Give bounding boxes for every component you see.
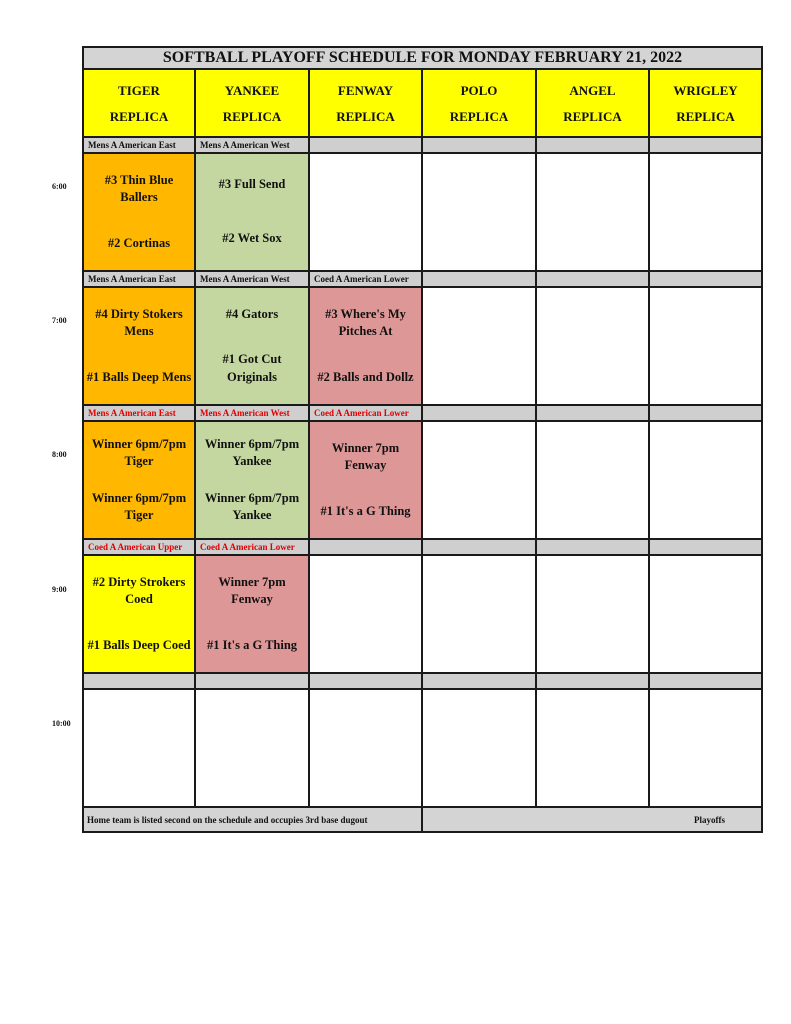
division-label: Mens A American West [196, 138, 310, 154]
time-label: 10:00 [52, 719, 71, 728]
game-cell [537, 422, 650, 540]
home-team: #2 Wet Sox [222, 231, 282, 246]
field-sub: REPLICA [222, 109, 282, 124]
game-cell [82, 556, 196, 674]
away-team: Winner 7pm Fenway [218, 574, 286, 607]
field-sub: REPLICA [336, 109, 395, 124]
time-label: 9:00 [52, 585, 67, 594]
division-label [423, 138, 537, 154]
field-header-fenway [310, 70, 423, 138]
game-cell [537, 690, 650, 808]
field-header-wrigley [650, 70, 763, 138]
game-cell [196, 690, 310, 808]
away-team: Winner 6pm/7pm Yankee [204, 436, 300, 468]
division-label [196, 674, 310, 690]
home-team: #1 Got Cut Originals [222, 352, 282, 384]
division-label: Mens A American East [82, 138, 196, 154]
game-cell [310, 556, 423, 674]
footer-label: Playoffs [423, 808, 763, 833]
division-label: Mens A American West [196, 406, 310, 422]
division-label [537, 406, 650, 422]
field-header-tiger [82, 70, 196, 138]
away-team: #4 Gators [225, 306, 279, 321]
game-cell [196, 154, 310, 272]
game-cell [196, 556, 310, 674]
division-label [310, 138, 423, 154]
time-label: 7:00 [52, 316, 67, 325]
home-team: Winner 6pm/7pm Yankee [204, 490, 300, 522]
game-cell [423, 422, 537, 540]
game-cell [310, 422, 423, 540]
division-label [650, 406, 763, 422]
field-name: ANGEL [569, 83, 616, 98]
away-team: #3 Full Send [218, 177, 286, 192]
division-label: Coed A American Lower [196, 540, 310, 556]
game-cell [650, 288, 763, 406]
division-label: Coed A American Lower [310, 406, 423, 422]
home-team: #1 It's a G Thing [206, 637, 298, 652]
time-label: 8:00 [52, 450, 67, 459]
division-label [82, 674, 196, 690]
away-team: Winner 7pm Fenway [331, 440, 400, 473]
home-team: Winner 6pm/7pm Tiger [91, 490, 187, 522]
game-cell [196, 288, 310, 406]
game-cell [423, 154, 537, 272]
game-cell [650, 154, 763, 272]
division-label: Mens A American East [82, 406, 196, 422]
game-cell [537, 556, 650, 674]
division-label: Mens A American East [82, 272, 196, 288]
field-name: TIGER [118, 83, 160, 98]
division-label [310, 674, 423, 690]
field-sub: REPLICA [563, 109, 622, 124]
away-team: #3 Thin Blue Ballers [104, 172, 174, 205]
field-sub: REPLICA [449, 109, 509, 124]
game-cell [423, 556, 537, 674]
game-cell [310, 690, 423, 808]
footer-note: Home team is listed second on the schedule and occupies 3rd base dugout [82, 808, 423, 833]
division-label [423, 406, 537, 422]
field-name: FENWAY [337, 83, 394, 98]
field-header-yankee [196, 70, 310, 138]
time-label: 6:00 [52, 182, 67, 191]
division-label [650, 138, 763, 154]
field-header-polo [423, 70, 537, 138]
field-sub: REPLICA [676, 109, 735, 124]
schedule-title: SOFTBALL PLAYOFF SCHEDULE FOR MONDAY FEBRUARY 21, 2022 [82, 46, 763, 70]
division-label [310, 540, 423, 556]
division-label: Coed A American Lower [310, 272, 423, 288]
home-team: #2 Cortinas [107, 235, 171, 250]
division-label [537, 540, 650, 556]
home-team: #2 Balls and Dollz [317, 369, 414, 384]
game-cell [82, 422, 196, 540]
game-cell [537, 288, 650, 406]
division-label [650, 272, 763, 288]
game-cell [196, 422, 310, 540]
game-cell [423, 288, 537, 406]
division-label [537, 138, 650, 154]
game-cell [650, 422, 763, 540]
home-team: #1 It's a G Thing [320, 503, 411, 518]
schedule-grid [82, 46, 763, 832]
field-header-angel [537, 70, 650, 138]
away-team: #3 Where's My Pitches At [325, 306, 406, 339]
field-sub: REPLICA [109, 109, 169, 124]
division-label [537, 272, 650, 288]
game-cell [82, 154, 196, 272]
away-team: #4 Dirty Stokers Mens [95, 306, 183, 339]
division-label [423, 540, 537, 556]
game-cell [82, 690, 196, 808]
field-name: YANKEE [224, 83, 280, 98]
home-team: #1 Balls Deep Coed [87, 637, 191, 652]
division-label: Mens A American West [196, 272, 310, 288]
field-name: POLO [460, 83, 498, 98]
game-cell [310, 288, 423, 406]
division-label [537, 674, 650, 690]
game-cell [650, 556, 763, 674]
game-cell [537, 154, 650, 272]
division-label [650, 674, 763, 690]
division-label: Coed A American Upper [82, 540, 196, 556]
game-cell [82, 288, 196, 406]
away-team: #2 Dirty Strokers Coed [92, 574, 186, 607]
field-name: WRIGLEY [673, 83, 738, 98]
away-team: Winner 6pm/7pm Tiger [91, 436, 187, 468]
division-label [423, 272, 537, 288]
division-label [423, 674, 537, 690]
home-team: #1 Balls Deep Mens [86, 369, 192, 384]
division-label [650, 540, 763, 556]
game-cell [310, 154, 423, 272]
game-cell [423, 690, 537, 808]
game-cell [650, 690, 763, 808]
